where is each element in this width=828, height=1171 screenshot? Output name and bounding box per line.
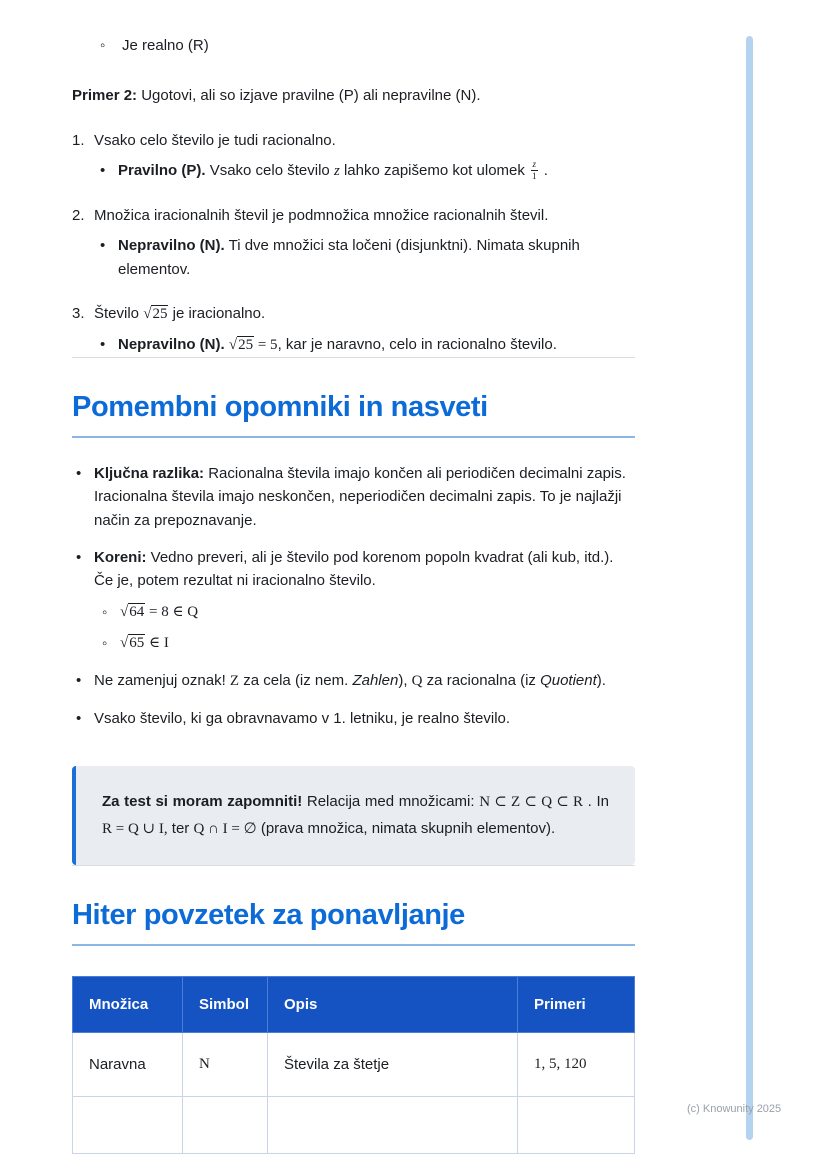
item-number: 2.	[72, 207, 85, 224]
sub-bullet-sqrt64	[102, 601, 635, 624]
sqrt-sign: √	[143, 305, 152, 322]
section-title-summary: Hiter povzetek za ponavljanje	[72, 898, 635, 946]
fraction-z-over-1	[530, 159, 539, 183]
item-statement	[94, 302, 635, 326]
statement-part: Število	[94, 304, 144, 322]
sub-bullet-group	[102, 601, 635, 655]
cell-empty	[73, 1097, 183, 1154]
callout-label: Za test si moram zapomniti!	[102, 793, 303, 811]
table-row-partial	[73, 1097, 635, 1154]
section-divider	[72, 357, 635, 358]
item-statement: Vsako celo število je tudi racionalno.	[94, 131, 336, 149]
callout-note	[72, 766, 635, 865]
math-symbol-z: Z	[229, 672, 240, 689]
item-body	[94, 204, 635, 281]
bullet-text	[94, 669, 635, 693]
math-rest: ∈ I	[145, 634, 169, 651]
reminder-bullet-kljucna	[72, 462, 635, 532]
sqrt-radicand: 65	[129, 634, 145, 651]
table-header	[73, 976, 635, 1032]
sqrt-radicand: 64	[129, 604, 145, 621]
item-number: 3.	[72, 304, 85, 322]
table-header-row	[73, 976, 635, 1032]
math-expression	[120, 632, 635, 655]
statement-part: je iracionalno.	[168, 304, 266, 322]
item-answer	[100, 333, 635, 357]
bullet-label: Koreni:	[94, 548, 147, 566]
reminder-bullet-koreni	[72, 546, 635, 655]
dot-bullet-marker: •	[100, 336, 106, 353]
word-quotient: Quotient	[540, 671, 597, 689]
bullet-text	[94, 462, 635, 532]
dot-bullet-marker: •	[76, 671, 82, 689]
bullet-text: Vsako število, ki ga obravnavamo v 1. letniku, je realno število.	[94, 710, 511, 728]
list-item-text: Je realno (R)	[122, 37, 209, 54]
table-row-naravna	[73, 1032, 635, 1096]
sqrt-radicand: 25	[238, 337, 254, 353]
list-item-je-realno	[100, 34, 635, 57]
answer-verdict: Pravilno (P).	[118, 161, 206, 179]
bullet-part: ).	[596, 671, 606, 689]
dot-bullet-marker: •	[76, 548, 82, 566]
math-relation-union: R = Q ∪ I,	[102, 820, 168, 837]
math-var-z: z	[333, 162, 340, 179]
math-symbol-q: Q	[411, 672, 423, 689]
numbered-item-3	[72, 302, 635, 358]
math-relation-intersection: Q ∩ I = ∅	[193, 820, 257, 837]
cell-empty	[268, 1097, 518, 1154]
fraction-denominator: 1	[532, 171, 537, 182]
item-statement: Množica iracionalnih števil je podmnožica množice racionalnih števil.	[94, 207, 549, 224]
item-answer	[100, 159, 635, 183]
circle-bullet-marker: ◦	[102, 604, 108, 622]
dot-bullet-marker: •	[76, 710, 82, 728]
item-body	[94, 129, 635, 184]
bullet-text	[94, 546, 635, 655]
bullet-part: ),	[398, 671, 412, 689]
answer-part: lahko zapišemo kot ulomek	[339, 161, 530, 179]
sub-bullet-sqrt65	[102, 632, 635, 655]
reminder-bullet-realno	[72, 707, 635, 730]
cell-mnozica: Naravna	[73, 1032, 183, 1096]
primer-2-text: Ugotovi, ali so izjave pravilne (P) ali nepravilne (N).	[137, 87, 481, 105]
sqrt-sign: √	[228, 337, 238, 353]
bullet-part: Vedno preveri, ali je število pod korenom popoln kvadrat (ali kub, itd.). Če je, potem rezultat ni iracionalno število.	[94, 548, 614, 590]
bullet-part: za racionalna (iz	[422, 671, 541, 689]
sqrt-sign: √	[120, 634, 129, 651]
math-rest: = 8 ∈ Q	[145, 604, 199, 621]
sqrt-sign: √	[120, 604, 129, 621]
word-zahlen: Zahlen	[352, 671, 399, 689]
callout-part: ter	[167, 819, 194, 837]
summary-table	[72, 976, 635, 1155]
math-relation-subsets: N ⊂ Z ⊂ Q ⊂ R	[479, 794, 584, 811]
dot-bullet-marker: •	[100, 237, 106, 255]
callout-part: Relacija med množicami:	[302, 793, 480, 811]
cell-simbol: N	[183, 1032, 268, 1096]
fraction-numerator: z	[531, 159, 539, 171]
cell-primeri: 1, 5, 120	[518, 1032, 635, 1096]
answer-part: Vsako celo število	[205, 161, 334, 179]
numbered-item-2	[72, 204, 635, 281]
answer-part: , kar je naravno, celo in racionalno število.	[277, 336, 557, 353]
dot-bullet-marker: •	[76, 465, 82, 483]
answer-verdict: Nepravilno (N).	[118, 336, 225, 353]
column-header-primeri: Primeri	[518, 976, 635, 1032]
callout-part: . In	[583, 793, 609, 811]
cell-opis: Števila za štetje	[268, 1032, 518, 1096]
cell-empty	[518, 1097, 635, 1154]
primer-2-label: Primer 2:	[72, 87, 138, 105]
watermark: (c) Knowunity 2025	[687, 1103, 782, 1115]
callout-text	[102, 789, 609, 842]
section-title-reminders: Pomembni opomniki in nasveti	[72, 390, 635, 438]
answer-part: .	[539, 161, 548, 179]
bullet-part: za cela (iz nem.	[239, 671, 353, 689]
answer-text	[118, 333, 635, 357]
math-equals: = 5	[254, 337, 278, 353]
cell-empty	[183, 1097, 268, 1154]
item-number: 1.	[72, 131, 85, 149]
bullet-label: Ključna razlika:	[94, 465, 205, 483]
sqrt-radicand: 25	[152, 305, 168, 322]
math-expression	[120, 601, 635, 624]
circle-bullet-marker: ◦	[100, 37, 106, 54]
answer-verdict: Nepravilno (N).	[118, 237, 225, 255]
bullet-part: Ne zamenjuj oznak!	[94, 671, 230, 689]
answer-text	[118, 234, 635, 281]
bullet-part: Racionalna števila imajo končen ali periodičen decimalni zapis. Iracionalna števila imajo neskončen, neperiodičen decimalni zapis. To je najlažji način za prepoznavanje.	[94, 465, 626, 529]
document-content	[72, 0, 635, 1154]
circle-bullet-marker: ◦	[102, 634, 108, 652]
item-answer	[100, 234, 635, 281]
dot-bullet-marker: •	[100, 161, 106, 179]
column-header-opis: Opis	[268, 976, 518, 1032]
column-header-mnozica: Množica	[73, 976, 183, 1032]
primer-2-paragraph	[72, 84, 635, 107]
callout-part: (prava množica, nimata skupnih elementov).	[256, 819, 556, 837]
table-body	[73, 1032, 635, 1153]
section-divider	[72, 865, 635, 866]
numbered-item-1	[72, 129, 635, 184]
item-body	[94, 302, 635, 358]
answer-part: Ti dve množici sta ločeni (disjunktni). Nimata skupnih elementov.	[118, 237, 580, 278]
scrollbar-thumb[interactable]	[746, 36, 753, 1140]
column-header-simbol: Simbol	[183, 976, 268, 1032]
reminder-bullet-oznake	[72, 669, 635, 693]
answer-text	[118, 159, 635, 183]
